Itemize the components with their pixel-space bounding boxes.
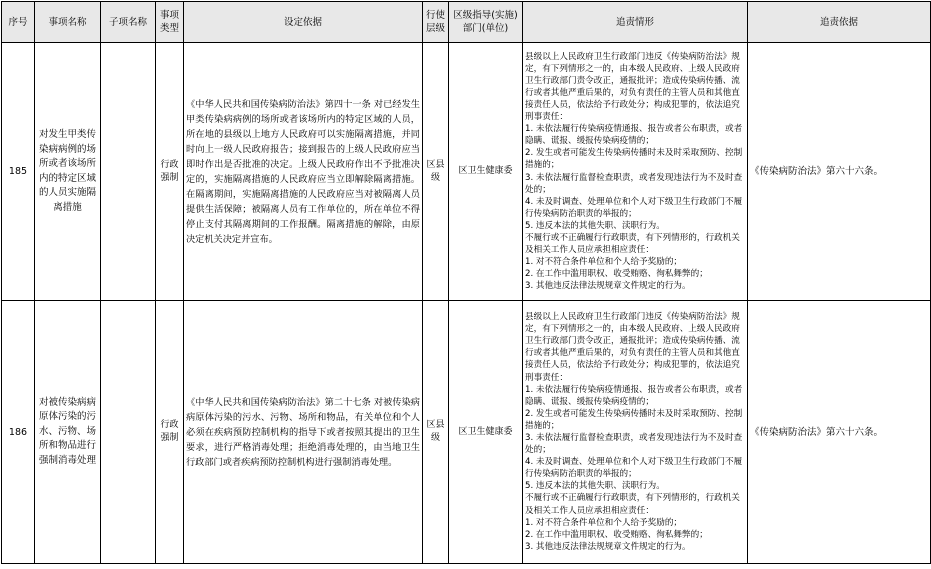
duty-line: 3. 其他违反法律法规规章文件规定的行为。 (525, 281, 691, 292)
duty-line: 2. 在工作中滥用职权、收受贿赂、徇私舞弊的； (525, 529, 708, 540)
row-level: 区县级 (423, 43, 449, 301)
row-item-name: 对发生甲类传染病病例的场所或者该场所内的特定区域的人员实施隔离措施 (35, 43, 101, 301)
row-acc-basis: 《传染病防治法》第六十六条。 (748, 43, 931, 301)
row-acc-basis: 《传染病防治法》第六十六条。 (748, 301, 931, 564)
table-row (2, 43, 931, 301)
row-duty (523, 301, 748, 564)
row-basis: 《中华人民共和国传染病防治法》第二十七条 对被传染病病原体污染的污水、污物、场所和物品，有关单位和个人必须在疾病预防控制机构的指导下或者按照其提出的卫生要求，进行严格消毒处理；拒绝消毒处理的，由当地卫生行政部门或者疾病预防控制机构进行强制消毒处理。 (184, 301, 423, 564)
duty-line: 5. 违反本法的其他失职、渎职行为。 (525, 481, 665, 492)
duty-line: 5. 违反本法的其他失职、渎职行为。 (525, 220, 665, 231)
duty-line: 县级以上人民政府卫生行政部门违反《传染病防治法》规定，有下列情形之一的，由本级人民政府、上级人民政府卫生行政部门责令改正，通报批评；造成传染病传播、流行或者其他严重后果的，对负有责任的主管人员和其他直接责任人员，依法给予行政处分；构成犯罪的，依法追究刑事责任： (525, 51, 740, 123)
header-duty: 追责情形 (523, 2, 748, 43)
row-item-name: 对被传染病病原体污染的污水、污物、场所和物品进行强制消毒处理 (35, 301, 101, 564)
duty-line: 1. 未依法履行传染病疫情通报、报告或者公布职责，或者隐瞒、谎报、缓报传染病疫情的； (525, 384, 743, 407)
header-level: 行使层级 (423, 2, 449, 43)
row-item-type: 行政强制 (156, 301, 184, 564)
header-acc-basis: 追责依据 (748, 2, 931, 43)
responsibility-table (1, 1, 931, 564)
duty-line: 4. 未及时调查、处理单位和个人对下级卫生行政部门不履行传染病防治职责的举报的； (525, 457, 743, 480)
duty-line: 3. 未依法履行监督检查职责，或者发现违法行为不及时查处的； (525, 433, 743, 456)
row-level: 区县级 (423, 301, 449, 564)
row-dept: 区卫生健康委 (449, 301, 523, 564)
duty-line: 3. 其他违反法律法规规章文件规定的行为。 (525, 541, 691, 552)
row-dept: 区卫生健康委 (449, 43, 523, 301)
row-basis: 《中华人民共和国传染病防治法》第四十一条 对已经发生甲类传染病病例的场所或者该场所内的特定区域的人员，所在地的县级以上地方人民政府可以实施隔离措施，并同时向上一级人民政府报告；接到报告的上级人民政府应当即时作出是否批准的决定。上级人民政府作出不予批准决定的，实施隔离措施的人民政府应当立即解除隔离措施。在隔离期间，实施隔离措施的人民政府应当对被隔离人员提供生活保障；被隔离人员有工作单位的，所在单位不得停止支付其隔离期间的工作报酬。隔离措施的解除，由原决定机关决定并宣布。 (184, 43, 423, 301)
duty-line: 2. 发生或者可能发生传染病传播时未及时采取预防、控制措施的； (525, 408, 743, 431)
header-item-type: 事项类型 (156, 2, 184, 43)
header-dept: 区级指导(实施)部门(单位) (449, 2, 523, 43)
duty-line: 不履行或不正确履行行政职责，有下列情形的，行政机关及相关工作人员应承担相应责任： (525, 493, 740, 516)
duty-line: 4. 未及时调查、处理单位和个人对下级卫生行政部门不履行传染病防治职责的举报的； (525, 196, 743, 219)
header-item-name: 事项名称 (35, 2, 101, 43)
header-sub-name: 子项名称 (101, 2, 156, 43)
table-row (2, 301, 931, 564)
duty-line: 2. 发生或者可能发生传染病传播时未及时采取预防、控制措施的； (525, 148, 743, 171)
duty-line: 不履行或不正确履行行政职责，有下列情形的，行政机关及相关工作人员应承担相应责任： (525, 232, 740, 256)
duty-line: 1. 未依法履行传染病疫情通报、报告或者公布职责，或者隐瞒、谎报、缓报传染病疫情的； (525, 124, 743, 147)
row-sub-name (101, 43, 156, 301)
header-row (2, 2, 931, 43)
duty-line: 3. 未依法履行监督检查职责，或者发现违法行为不及时查处的； (525, 172, 743, 195)
row-duty (523, 43, 748, 301)
duty-line: 2. 在工作中滥用职权、收受贿赂、徇私舞弊的； (525, 269, 708, 280)
duty-line: 1. 对不符合条件单位和个人给予奖励的； (525, 257, 683, 268)
header-seq: 序号 (2, 2, 35, 43)
header-basis: 设定依据 (184, 2, 423, 43)
row-seq: 186 (2, 301, 35, 564)
duty-line: 1. 对不符合条件单位和个人给予奖励的； (525, 517, 683, 528)
row-item-type: 行政强制 (156, 43, 184, 301)
row-sub-name (101, 301, 156, 564)
duty-line: 县级以上人民政府卫生行政部门违反《传染病防治法》规定，有下列情形之一的，由本级人民政府、上级人民政府卫生行政部门责令改正，通报批评；造成传染病传播、流行或者其他严重后果的，对负有责任的主管人员和其他直接责任人员，依法给予行政处分；构成犯罪的，依法追究刑事责任： (525, 312, 740, 383)
row-seq: 185 (2, 43, 35, 301)
